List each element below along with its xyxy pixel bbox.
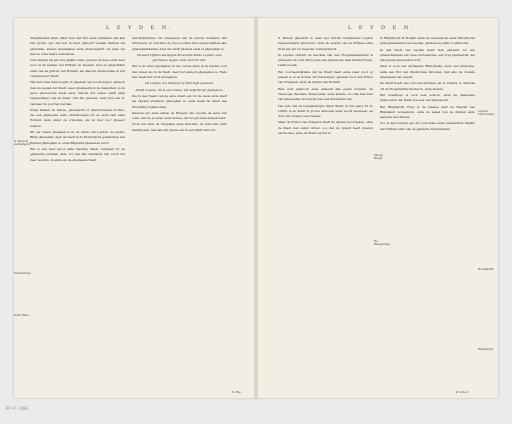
paragraph: De Leyden van Scheyns by Wervingh gebouwt. [145,81,214,86]
paragraph: Graef Willem de Vierde, ghemaeckt of gheschoncken mochte, die een ghemeene ende onderhouwen tot de selve lant ende Hollant; ende onder de vryheden, als wy hier voor gheseyt hebben. [30,107,125,128]
paragraph: De Stadt heeft vele schoone Kercken, als S. Pieters, S. Pancras oft de Hooghlandtsche Kerck, ende andere. [380,81,475,91]
paragraph: Het Rhijnlandts Huys is de plaetse daer de Heeren van Rhijnlandt vergaderen, ende de saken van de dijcken ende wateren beschicken. [380,104,475,120]
paragraph: Het Stadthuys is oock seer schoon, ende de ghemeene ghebouwen der Stadt syn seer wel ghemaeckt. [380,92,475,103]
paragraph: Steeft Leyden, dit is een naeme, het selfs Burgh gheleghen. [135,87,224,92]
paragraph: Oock syn daer de Tempelen ende Kercken, de Schoolen ende Gasthuysen, met alle het ghene dat in een Stadt behoort. [132,122,227,132]
margin-note: De Belegeringe. [374,240,391,247]
paragraph: dergeflaelten ghan, maer men diet felv ende uytmaken, het kan niet groter zyn dan het in haer ghelooft vonden hebben om ghewinne, anders gheslaghen ende ghemolestert om ende om met de volte haers wenschens. [30,36,125,56]
left-page [14,18,256,398]
margin-note: Menne Burgh. [374,154,384,161]
paragraph: Hier wort ghehoort ende gheleert alle goede Consten, de Theologie, Rechten, Medecynen, ende andere, soo dat men hier van alle landen der werelt wel veel Studenten siet. [278,86,373,102]
paragraph: Het is een seer groot ende machtig Stadt, vermaert by de gheleerde mannen ende vol van alle manieren van volck dat daer woonde, in ende om de ghemeene Stadt. [30,146,125,162]
paragraph: Duysent Vijftien Veertigste Prouvintie Stede Leyden, syns ghemeene wegen ende waerom niet. [137,52,222,63]
margin-note: Oude Rhyn. [14,314,30,317]
margin-note: Leyden Vniversiteyt. [478,110,495,117]
catchword-right: P. noLer [456,390,469,394]
paragraph: Soo is dan Leyden een der schoonste ende vermaertste Steden van Hollant ende van de gantsche Nederlanden. [380,121,475,131]
left-column-2 [132,36,227,388]
paragraph: Ten tyde van de belegheringhe deser Stadt, in den jaere M. D. LXXIV, is de Stadt in groote armoede ende noodt gheweest, en door den honger seer benaut. [278,103,373,119]
margin-note: Hooghlandt. [478,268,495,271]
running-head-left: L E Y D E N. [106,25,174,31]
catchword-left: S. Pie- [232,390,242,394]
right-column-1 [278,36,373,388]
paragraph: Van hem men daer begint in plaetsen syn hooft-wegen, ghelyck men de wegen der Stadt, waer ghemeenlyck de menschen op de selve ghebouwde stede ende marckt der selver stadt ende bequaemheyt van de Stadt, ofte het gemeen, waer hun een is, vanwaer de poorten werden. [30,80,125,106]
right-page [256,18,498,398]
paragraph: Daerom syn ende waren de Burgers van Leyden de selve van ouds, met de poorten ende muren, der hoogh ende hergebouwt. [132,110,227,121]
running-head-right: L E Y D E N. [348,25,416,31]
margin-note: Valckenburg. [14,272,32,275]
paragraph: Dit eer vaeck ghemeen is in de Stadt van Leyden, de neder-Rhijn ghenaemt, daer de stadt in de Hollantsche graefschap van Hollant gheleghen is, ende Rhijnlant gheheeten word. [30,130,125,145]
paragraph: Daer is oock een vermaerde Bibliotheke, ende een Anatomie, ende een Hof van Medicynale Kruyden, met alle de vremde ghewassen der werelt. [380,64,475,80]
paragraph: Die in den Naem van de selve stadt een tot de stede ende stadt als vanden graeflyck gheleghen is, ende heeft de Stadt een Prouvintie inghenomen. [132,93,227,109]
archive-stamp: RP-P-1906 [6,406,28,411]
paragraph: In Leyden ontrent de kercken van den Hooghlanderkerck is gheweest de oude Burg ende een plaetse die men Stadts Hoogh-Landt noemt. [278,52,373,68]
margin-note: N. Burgers Aanhangers. [14,140,31,147]
paragraph: Maer de Prince van Orangien heeft de dijcken doorsteken, ende de Stadt met water ontset, soo dat de vyandt heeft moeten vertrecken, ende de Stadt verlost is. [278,120,373,136]
paragraph: S. Pieters ghesticht is, daer wel ontrent Eemstiende Leyden bequaemelijck ghebouwt, ende de welcke van de Prinsen ende Graeven zyn tot meerder vermaerheydt. [278,36,373,51]
right-column-2 [380,36,475,388]
paragraph: Tien stadien bij een het getijde ende overeen na heer ende daer voor al de landen van Hollant en Zeelant, met de gheschillen ende van de graven van Hollant, als daerom ghenoeghen in het overgaen der Stadt. [30,58,125,79]
book-spread [14,18,498,398]
paragraph: In den Stadt van Leyden heeft men ghestelt, tot een ghedachtenisse van dese verlossinghe, een vrye Jaermarckt, die alle jaeren ghehouden wort. [380,47,475,63]
margin-note: Rhijnburgh. [478,348,494,351]
paragraph: in Rhijnburgh in Hollant ende de Geestelycke ende Wereltlycke gheleghentheden van Leyden, gheheel de stadt is ghebouwt. [380,36,475,46]
paragraph: beschrijvinghen. De schepenen van de welcke bediende den Uitbreeck, en welckers de vrye poorten van Leyden hebben alle gheleghentheden, daer die stadt gheheel ende al gheleghen is. [132,36,227,51]
paragraph: Het voornaemlijckste dat de Stadt heeft ende waer door sy bekent is, is de Schole oft Vniversiteyt, ghestelt door den Prince van Orangien, ende de Staten van Hollant. [278,69,373,85]
paragraph: Het is de selve gheleghen in der volcke ende al de landen voor den Graef, als in de Stadt, daer het gemeyn gheleghen is. Ende hier heeft het volck gheleghen. [132,64,227,80]
left-column-1 [30,36,125,388]
